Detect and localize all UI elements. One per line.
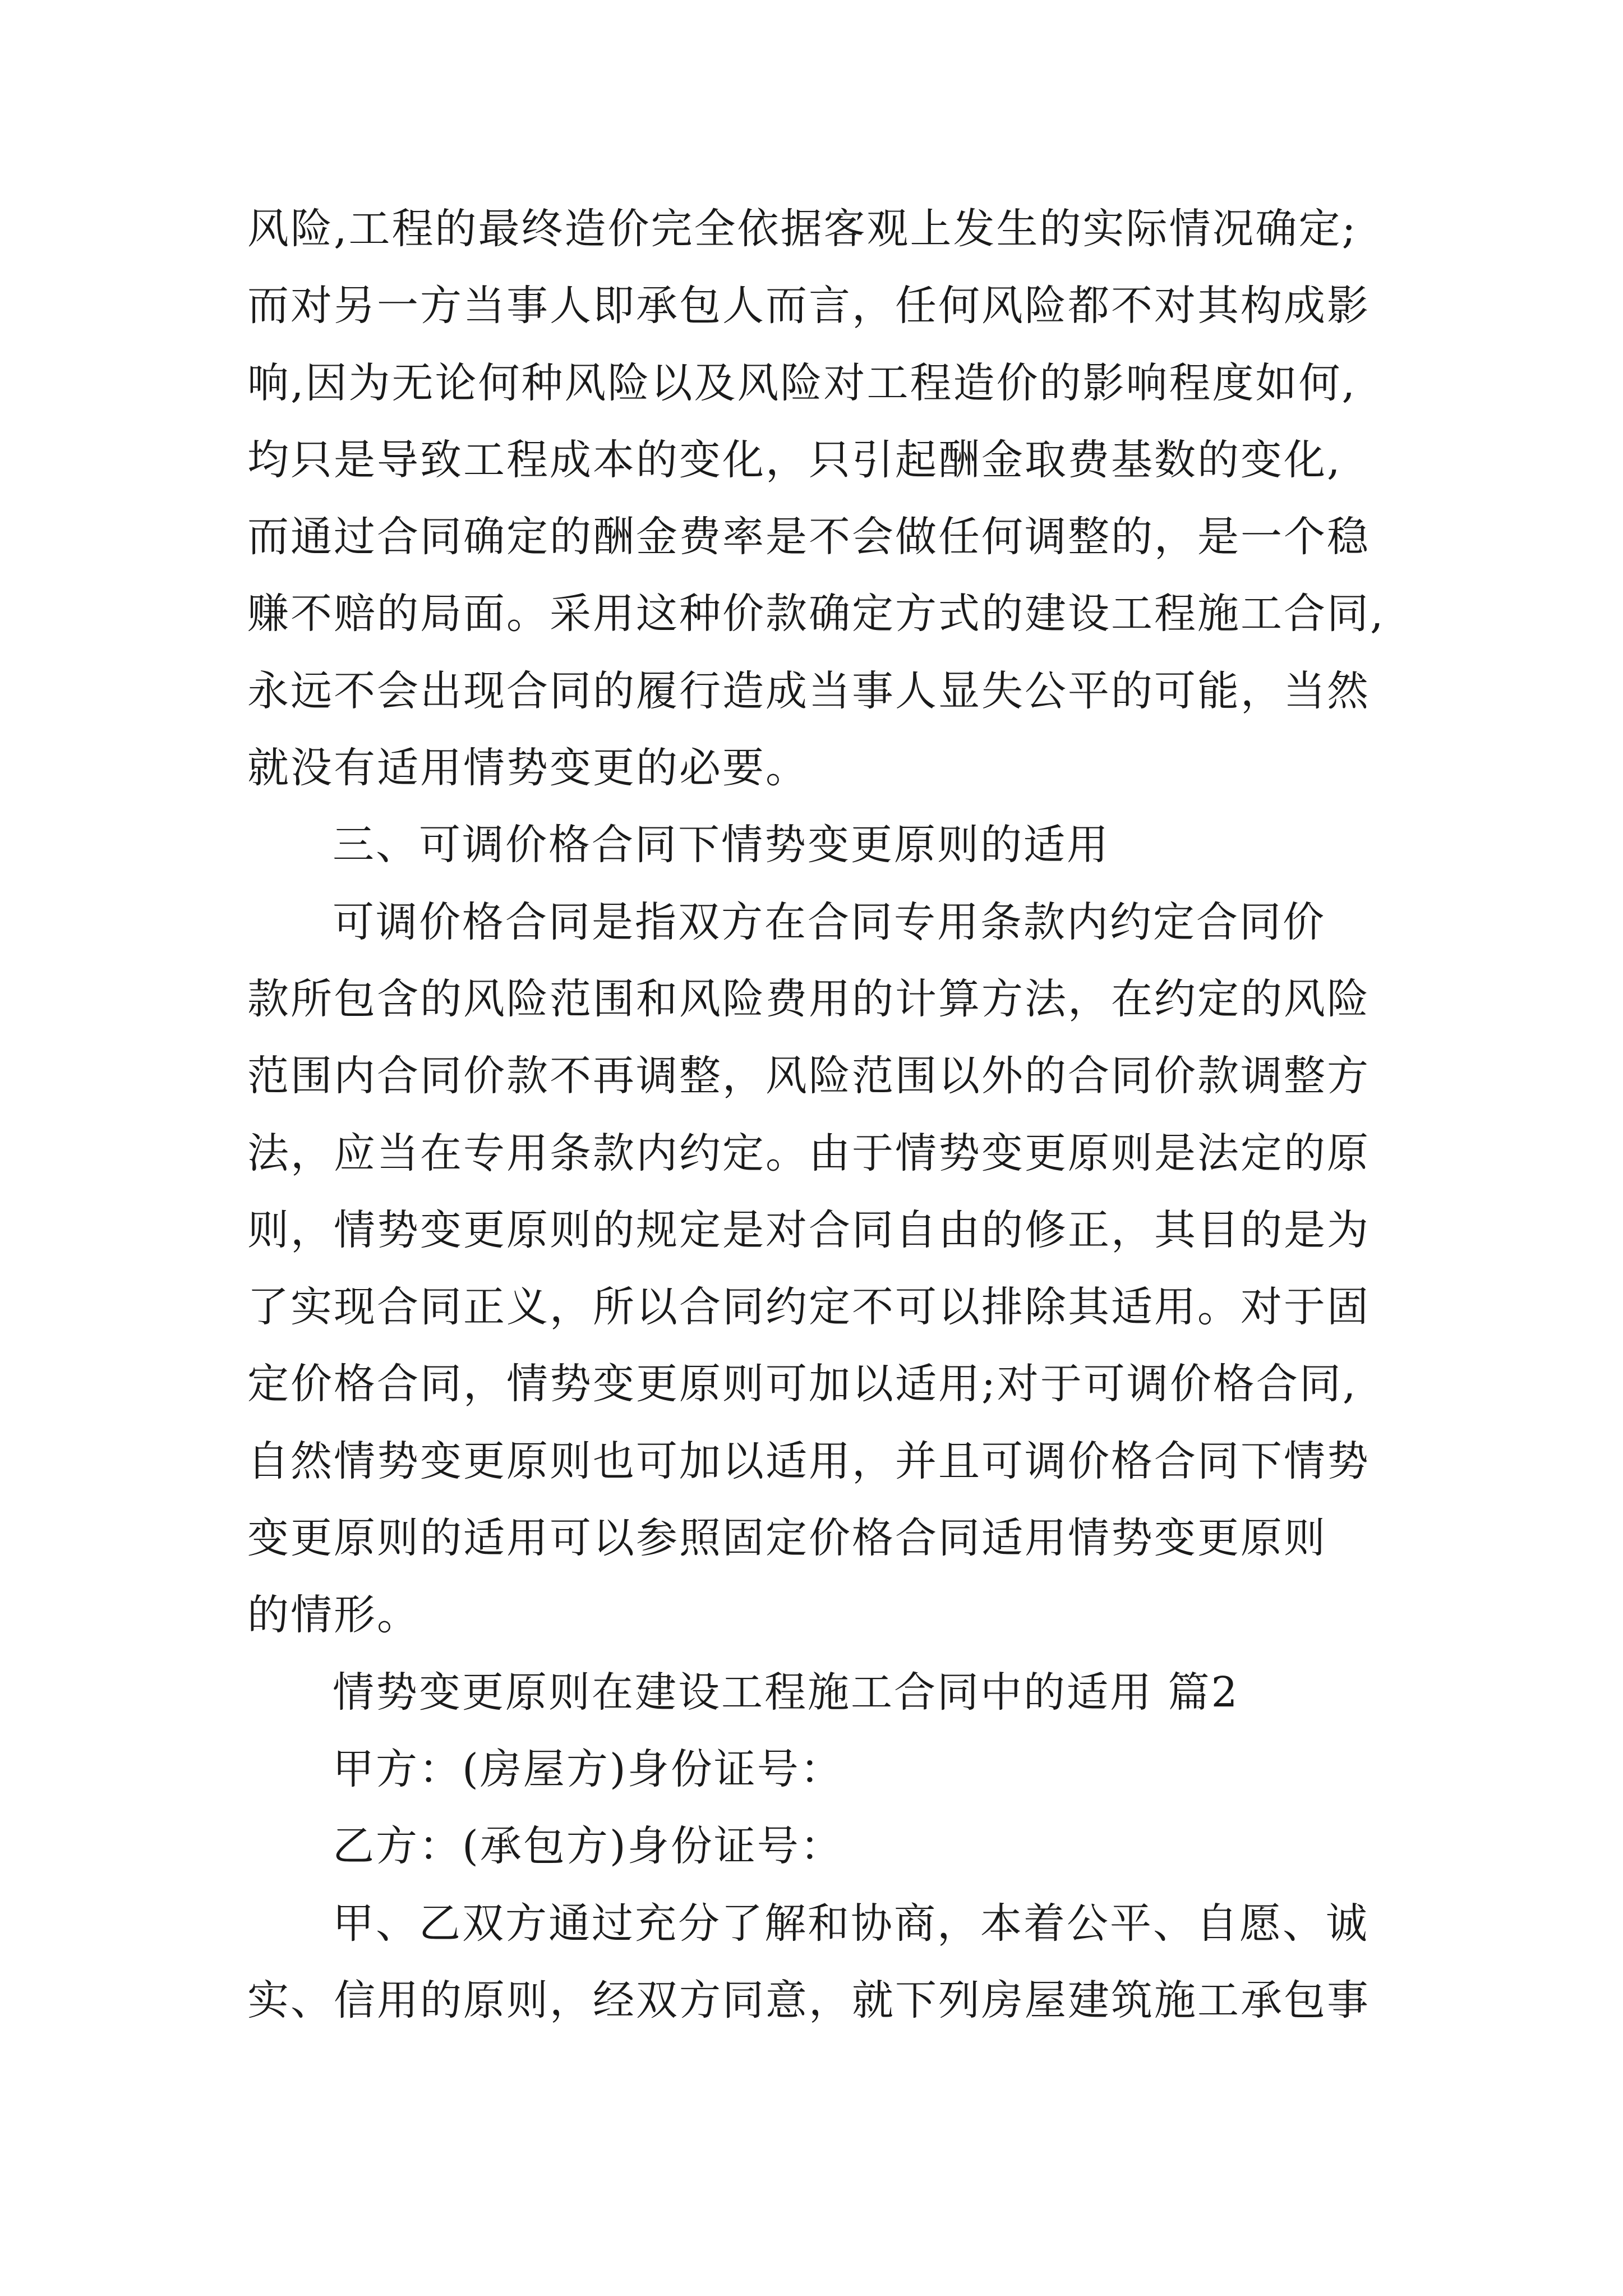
- text-line: 甲、乙双方通过充分了解和协商，本着公平、自愿、诚: [333, 1899, 1369, 1948]
- text-line: 可调价格合同是指双方在合同专用条款内约定合同价: [333, 898, 1326, 946]
- text-line: 三、可调价格合同下情势变更原则的适用: [333, 821, 1110, 869]
- text-line: 响,因为无论何种风险以及风险对工程造价的影响程度如何,: [247, 358, 1357, 407]
- text-line: 自然情势变更原则也可加以适用，并且可调价格合同下情势: [247, 1437, 1370, 1485]
- text-line: 永远不会出现合同的履行造成当事人显失公平的可能，当然: [247, 666, 1370, 715]
- text-line: 范围内合同价款不再调整，风险范围以外的合同价款调整方: [247, 1052, 1370, 1101]
- text-line: 实、信用的原则，经双方同意，就下列房屋建筑施工承包事: [247, 1976, 1370, 2024]
- text-line: 而对另一方当事人即承包人而言，任何风险都不对其构成影: [247, 282, 1370, 330]
- text-line: 赚不赔的局面。采用这种价款确定方式的建设工程施工合同,: [247, 590, 1385, 638]
- text-line: 情势变更原则在建设工程施工合同中的适用 篇2: [333, 1668, 1239, 1717]
- text-line: 定价格合同，情势变更原则可加以适用;对于可调价格合同,: [247, 1360, 1358, 1409]
- text-line: 款所包含的风险范围和风险费用的计算方法，在约定的风险: [247, 974, 1370, 1023]
- text-line: 的情形。: [247, 1591, 420, 1640]
- text-line: 风险,工程的最终造价完全依据客观上发生的实际情况确定;: [247, 205, 1358, 253]
- text-line: 乙方：(承包方)身份证号：: [333, 1822, 843, 1871]
- text-line: 变更原则的适用可以参照固定价格合同适用情势变更原则: [247, 1514, 1327, 1563]
- text-line: 而通过合同确定的酬金费率是不会做任何调整的，是一个稳: [247, 513, 1370, 562]
- text-line: 法，应当在专用条款内约定。由于情势变更原则是法定的原: [247, 1129, 1370, 1177]
- text-line: 了实现合同正义，所以合同约定不可以排除其适用。对于固: [247, 1283, 1370, 1332]
- text-line: 甲方：(房屋方)身份证号：: [333, 1745, 843, 1793]
- text-line: 就没有适用情势变更的必要。: [247, 744, 809, 793]
- text-line: 均只是导致工程成本的变化，只引起酬金取费基数的变化,: [247, 435, 1342, 484]
- text-line: 则，情势变更原则的规定是对合同自由的修正，其目的是为: [247, 1205, 1370, 1254]
- document-body: [247, 191, 1425, 2039]
